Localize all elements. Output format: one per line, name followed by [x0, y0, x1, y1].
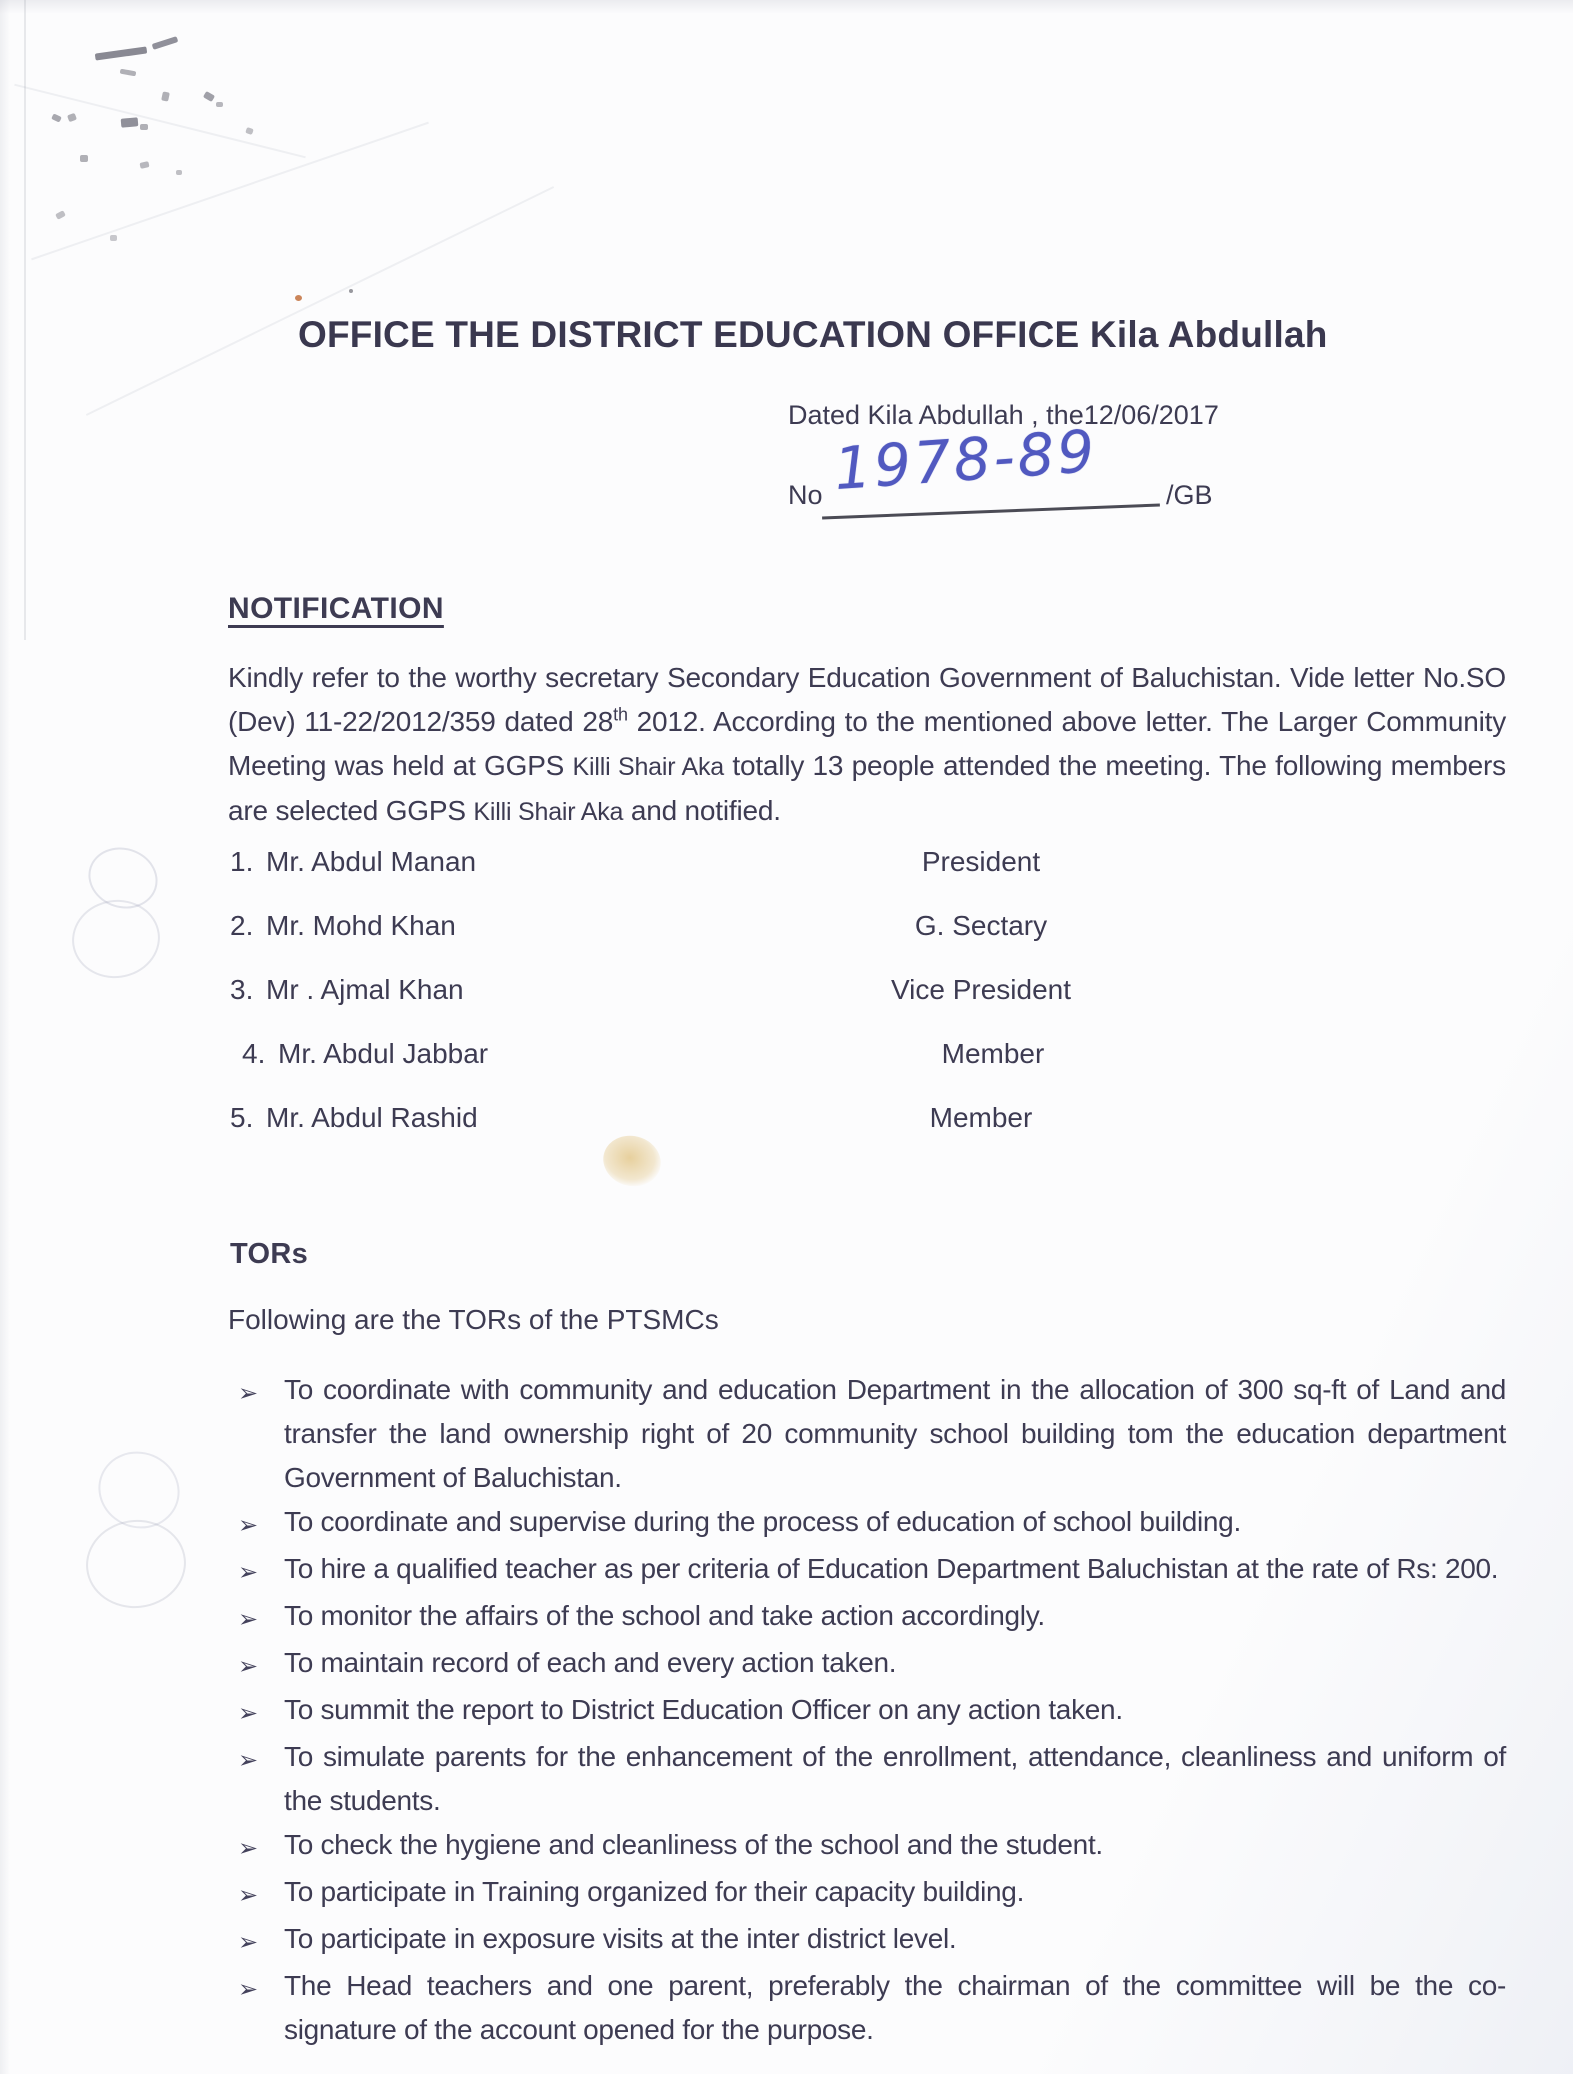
member-row [230, 1102, 1506, 1166]
member-name: Mr . Ajmal Khan [266, 974, 464, 1005]
members-list [230, 846, 1506, 1166]
scan-speck [95, 46, 147, 60]
tor-item [238, 1641, 1506, 1688]
member-number: 4. [242, 1038, 266, 1069]
school-name: Killi Shair Aka [473, 798, 624, 826]
tor-item [238, 1870, 1506, 1917]
tor-item-text: To hire a qualified teacher as per criteria of Education Department Baluchistan at the rate of Rs: 200. [284, 1553, 1499, 1584]
ink-fleck [295, 295, 302, 301]
scan-speck [121, 117, 139, 127]
tors-heading: TORs [230, 1238, 309, 1270]
tor-item [238, 1368, 1506, 1500]
arrow-bullet-icon: ➢ [238, 1699, 258, 1727]
tor-item [238, 1735, 1506, 1823]
scan-speck [176, 170, 182, 175]
ref-underline [822, 504, 1160, 520]
tor-item [238, 1823, 1506, 1870]
arrow-bullet-icon: ➢ [238, 1881, 258, 1909]
scan-speck [152, 36, 179, 50]
member-role: Member [929, 1102, 1033, 1133]
tor-item-text: To maintain record of each and every action taken. [284, 1647, 897, 1678]
tor-item-text: To check the hygiene and cleanliness of the school and the student. [284, 1829, 1103, 1860]
tor-item [238, 1964, 1506, 2052]
scan-speck [120, 69, 137, 77]
member-role: President [921, 846, 1041, 877]
member-role: G. Sectary [914, 910, 1048, 941]
member-row [230, 846, 1506, 910]
arrow-bullet-icon: ➢ [238, 1928, 258, 1956]
arrow-bullet-icon: ➢ [238, 1652, 258, 1680]
scan-speck [139, 161, 149, 169]
tor-item-text: To coordinate with community and education Department in the allocation of 300 sq-ft of Land and transfer the land ownership right of 20 community school building tom the education department Government of Baluchistan. [284, 1374, 1506, 1493]
school-name: Killi Shair Aka [572, 753, 725, 781]
pencil-ring-mark [67, 894, 165, 983]
member-name: Mr. Abdul Manan [266, 846, 477, 877]
tors-intro: Following are the TORs of the PTSMCs [228, 1304, 719, 1335]
tor-item [238, 1547, 1506, 1594]
scan-speck [51, 113, 62, 122]
member-number: 5. [230, 1102, 254, 1133]
scan-speck [203, 91, 215, 102]
ref-suffix: /GB [1166, 480, 1213, 510]
scan-speck [80, 155, 88, 162]
arrow-bullet-icon: ➢ [238, 1605, 258, 1633]
pencil-ring-mark [82, 1515, 191, 1613]
tor-item-text: To coordinate and supervise during the process of education of school building. [284, 1506, 1241, 1537]
ref-no-label: No [788, 480, 823, 510]
scan-speck [245, 127, 254, 135]
ink-fleck [349, 289, 353, 293]
paragraph-text: totally 13 people attended the meeting. The following members are selected GGPS [228, 750, 1506, 826]
crease-line [86, 186, 554, 416]
tor-item [238, 1594, 1506, 1641]
reference-number-line [788, 416, 1258, 534]
notification-heading: NOTIFICATION [228, 592, 444, 625]
scan-speck [55, 210, 66, 220]
member-name: Mr. Abdul Jabbar [278, 1038, 489, 1069]
crease-line [31, 122, 429, 261]
handwritten-ref-number: 1978-89 [831, 416, 1100, 504]
tor-item [238, 1500, 1506, 1547]
member-name: Mr. Mohd Khan [266, 910, 456, 941]
tor-item-text: To simulate parents for the enhancement of the enrollment, attendance, cleanliness and uniform of the students. [284, 1741, 1506, 1816]
tor-item-text: To monitor the affairs of the school and take action accordingly. [284, 1600, 1045, 1631]
intro-paragraph [228, 656, 1506, 834]
scan-speck [67, 113, 77, 122]
member-row [230, 974, 1506, 1038]
scan-speck [216, 102, 223, 107]
tor-item-text: The Head teachers and one parent, preferably the chairman of the committee will be the co-signature of the account opened for the purpose. [284, 1970, 1506, 2045]
arrow-bullet-icon: ➢ [238, 1511, 258, 1539]
arrow-bullet-icon: ➢ [238, 1558, 258, 1586]
scan-speck [110, 235, 117, 241]
dated-line: Dated Kila Abdullah , the12/06/2017 [788, 400, 1219, 430]
member-role: Vice President [890, 974, 1072, 1005]
tor-item-text: To participate in exposure visits at the inter district level. [284, 1923, 957, 1954]
member-number: 3. [230, 974, 254, 1005]
tor-item [238, 1688, 1506, 1735]
ordinal-superscript: th [613, 704, 628, 725]
member-row [230, 910, 1506, 974]
tor-item [238, 1917, 1506, 1964]
tor-item-text: To participate in Training organized for their capacity building. [284, 1876, 1025, 1907]
paragraph-text: Kindly refer to the worthy secretary Secondary Education Government of Baluchistan. Vide letter No.SO (Dev) 11-22/2012/359 dated 28 [228, 662, 1506, 737]
scan-speck [140, 124, 148, 130]
member-role: Member [941, 1038, 1045, 1069]
office-title: OFFICE THE DISTRICT EDUCATION OFFICE Kila Abdullah [298, 314, 1328, 355]
arrow-bullet-icon: ➢ [238, 1834, 258, 1862]
tor-list [238, 1368, 1506, 2052]
arrow-bullet-icon: ➢ [238, 1379, 258, 1407]
page-edge-crease [24, 0, 26, 640]
member-number: 1. [230, 846, 254, 877]
member-name: Mr. Abdul Rashid [266, 1102, 478, 1133]
arrow-bullet-icon: ➢ [238, 1746, 258, 1774]
paragraph-text: 2012. According to the mentioned above letter. The Larger Community Meeting was held at GGPS [228, 706, 1507, 781]
tor-item-text: To summit the report to District Education Officer on any action taken. [284, 1694, 1123, 1725]
member-number: 2. [230, 910, 254, 941]
member-row [230, 1038, 1506, 1102]
scan-speck [161, 91, 170, 101]
arrow-bullet-icon: ➢ [238, 1975, 258, 2003]
paragraph-text: and notified. [623, 795, 781, 826]
